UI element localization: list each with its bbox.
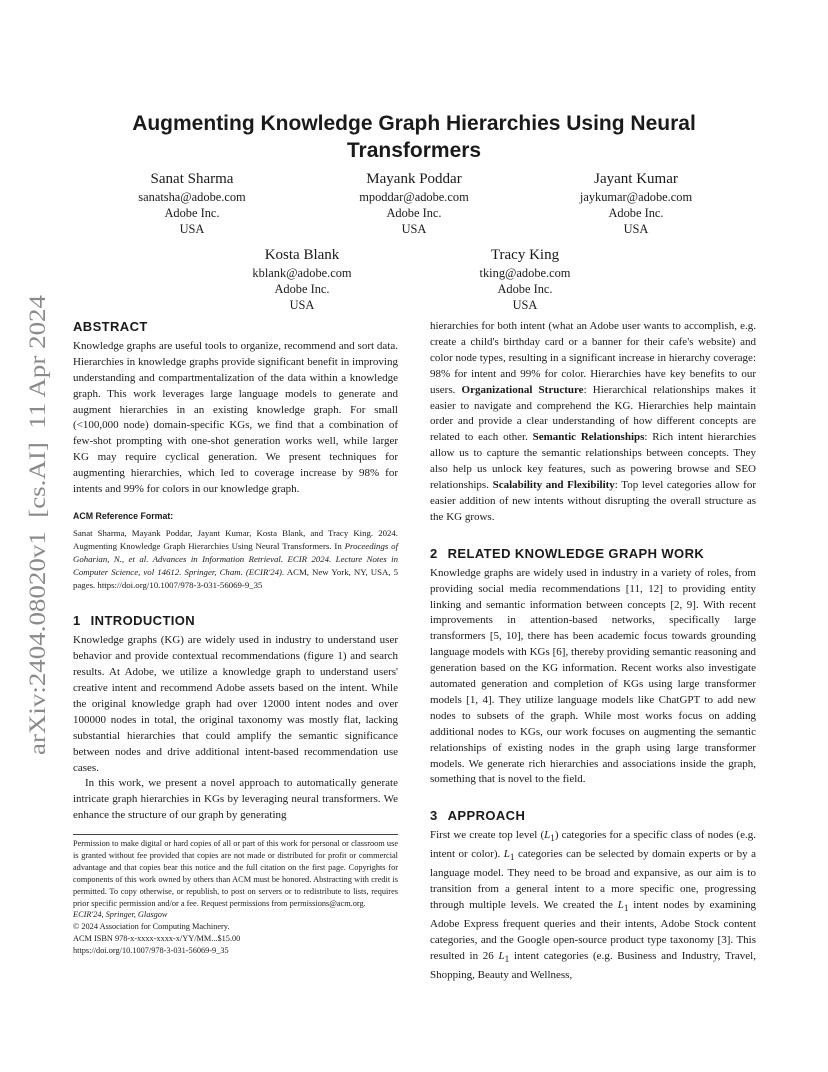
introduction-paragraph-2: In this work, we present a novel approach to automatically generate intricate graph hierarchies in KGs by leveraging neural transformers. We enhance the structure of our graph by generating	[73, 777, 398, 822]
paper-title	[80, 110, 748, 164]
title-line-2: Transformers	[346, 139, 482, 162]
left-column	[73, 319, 398, 824]
introduction-paragraph-1: Knowledge graphs (KG) are widely used in industry to understand user behavior and provide contextual recommendations (figure 1) and search results. At Adobe, we utilize a knowledge graph to understand users' creative intent and recommend Adobe assets based on the intent. While the original knowledge graph had over 12000 intent nodes and over 100000 nodes in total, the original taxonomy was mostly flat, lacking substantial hierarchies that could amplify the semantic significance between nodes and drive additional intent-based recommendation use cases.	[73, 634, 398, 774]
author-org: Adobe Inc.	[386, 206, 442, 220]
abstract-heading: ABSTRACT	[73, 319, 148, 334]
author-block	[92, 170, 292, 237]
author-email: kblank@adobe.com	[252, 266, 352, 280]
introduction-heading	[73, 613, 398, 629]
author-name: Sanat Sharma	[150, 171, 234, 187]
related-work-heading	[430, 546, 756, 562]
author-block	[314, 170, 514, 237]
approach-heading	[430, 808, 756, 824]
author-country: USA	[179, 222, 205, 236]
author-name: Kosta Blank	[264, 247, 340, 263]
footnote-rule	[73, 834, 398, 835]
semantic-relationships-label: Semantic Relationships	[532, 431, 645, 444]
author-name: Tracy King	[490, 247, 560, 263]
intro-continuation: hierarchies for both intent (what an Adobe user wants to accomplish, e.g. create a child's birthday card or a banner for their cafe's website) and color node types, resulting in a significant increase in hierarchy coverage: 98% for intent and 99% for color. Hierarchies have key benefits to our users. Organizational Structure: Hierarchical relationships makes it easier to navigate and comprehend the KG. Hierarchies help maintain order and provide a clear understanding of how different concepts are related to each other. Semantic Relationships: Rich intent hierarchies allow us to capture the semantic relationships between concepts. They also help us unlock key features, such as powering browse and SEO relationships. Scalability and Flexibility: Top level categories allow for easier addition of new intents without disrupting the overall structure as the KG grows.	[430, 320, 757, 523]
organizational-structure-label: Organizational Structure	[461, 383, 584, 396]
author-country: USA	[289, 298, 315, 312]
acm-reference-proceedings: Proceedings of Goharian, N., et al. Advances in Information Retrieval. ECIR 2024. Lecture Notes in Computer Science, vol 14612. Springer, Cham. (ECIR'24).	[73, 540, 399, 577]
author-country: USA	[401, 222, 427, 236]
author-country: USA	[623, 222, 649, 236]
section-number: 3	[430, 808, 438, 824]
right-column	[430, 319, 756, 984]
arxiv-stamp	[13, 295, 57, 755]
author-name: Jayant Kumar	[594, 171, 678, 187]
author-org: Adobe Inc.	[274, 282, 330, 296]
author-block	[202, 246, 402, 313]
arxiv-stamp-text: arXiv:2404.08020v1 [cs.AI] 11 Apr 2024	[25, 353, 51, 755]
author-email: tking@adobe.com	[479, 266, 571, 280]
section-title: RELATED KNOWLEDGE GRAPH WORK	[447, 545, 705, 561]
author-org: Adobe Inc.	[608, 206, 664, 220]
author-block	[425, 246, 625, 313]
acm-reference-authors: Sanat Sharma, Mayank Poddar, Jayant Kumar, Kosta Blank, and Tracy King. 2024. Augmenting Knowledge Graph Hierarchies Using Neural Transformers. In	[73, 527, 398, 551]
permission-notice	[73, 838, 398, 957]
acm-reference-text	[73, 527, 398, 592]
venue: ECIR'24, Springer, Glasgow	[73, 910, 168, 920]
approach-text: First we create top level $(L_1)$ categories for a specific class of nodes (e.g. intent or color). $L_1$ categories can be selected by domain experts or by a language model. They need to be broad and expansive, as our aim is to transition from a general intent to a more specific one, progressing through multiple levels. We created the $L_1$ intent nodes by examining Adobe Express frequent queries and their intents, Adobe Stock content categories, and the Google open-source product type taxonomy [3]. This resulted in 26 $L_1$ intent categories (e.g. Business and Industry, Travel, Shopping, Beauty and Wellness,	[430, 829, 757, 982]
copyright: © 2024 Association for Computing Machinery.	[73, 922, 230, 932]
section-title: INTRODUCTION	[90, 613, 196, 629]
author-org: Adobe Inc.	[164, 206, 220, 220]
author-email: mpoddar@adobe.com	[359, 190, 469, 204]
author-block	[536, 170, 736, 237]
title-line-1: Augmenting Knowledge Graph Hierarchies Using Neural	[132, 112, 696, 135]
author-org: Adobe Inc.	[497, 282, 553, 296]
author-country: USA	[512, 298, 538, 312]
doi-link[interactable]: https://doi.org/10.1007/978-3-031-56069-9_35	[73, 946, 229, 956]
isbn: ACM ISBN 978-x-xxxx-xxxx-x/YY/MM...$15.00	[73, 934, 241, 944]
section-number: 1	[73, 613, 81, 629]
section-title: APPROACH	[447, 808, 526, 824]
acm-reference-tail: ACM, New York, NY, USA, 5 pages. https://doi.org/10.1007/978-3-031-56069-9_35	[73, 566, 398, 590]
author-email: sanatsha@adobe.com	[138, 190, 246, 204]
author-name: Mayank Poddar	[366, 171, 462, 187]
scalability-label: Scalability and Flexibility	[492, 479, 615, 492]
permission-text: Permission to make digital or hard copies of all or part of this work for personal or classroom use is granted without fee provided that copies are not made or distributed for profit or commercial advantage and that copies bear this notice and the full citation on the first page. Copyrights for components of this work owned by others than ACM must be honored. Abstracting with credit is permitted. To copy otherwise, or republish, to post on servers or to redistribute to lists, requires prior specific permission and/or a fee. Request permissions from permissions@acm.org.	[73, 839, 398, 908]
abstract-text: Knowledge graphs are useful tools to organize, recommend and sort data. Hierarchies in knowledge graphs provide significant benefit in improving understanding and compartmentalization of the data within a knowledge graph. This work leverages large language models to generate and augment hierarchies in an existing knowledge graph. For small (<100,000 node) domain-specific KGs, we find that a combination of few-shot prompting with one-shot generation works well, while larger KG may require cyclical generation. We present techniques for augmenting hierarchies, which led to coverage increase by 98% for intents and 99% for colors in our knowledge graph.	[73, 339, 398, 496]
author-email: jaykumar@adobe.com	[579, 190, 693, 204]
acm-reference-heading: ACM Reference Format:	[73, 510, 174, 521]
related-work-text: Knowledge graphs are widely used in industry in a variety of roles, from providing social media recommendations [11, 12] to providing entity linking and semantic information between concepts [2, 9]. With recent improvements in attention-based networks, specifically large transformers [5, 10], there has been academic focus towards grounding language models with KGs [6], thereby providing semantic reasoning and generation based on the KG information. Recent works also investigate automated generation and completion of KGs using large transformer models [1, 4]. They utilize language models like ChatGPT to add new nodes to subsets of the graph. While most works focus on adding additional nodes to KGs, our work focuses on augmenting the semantic relationships of existing nodes in the graph using large transformer models. We generate rich hierarchies and associations inside the graph, something that is novel to the field.	[430, 566, 756, 786]
section-number: 2	[430, 545, 438, 561]
acm-reference	[73, 509, 398, 591]
